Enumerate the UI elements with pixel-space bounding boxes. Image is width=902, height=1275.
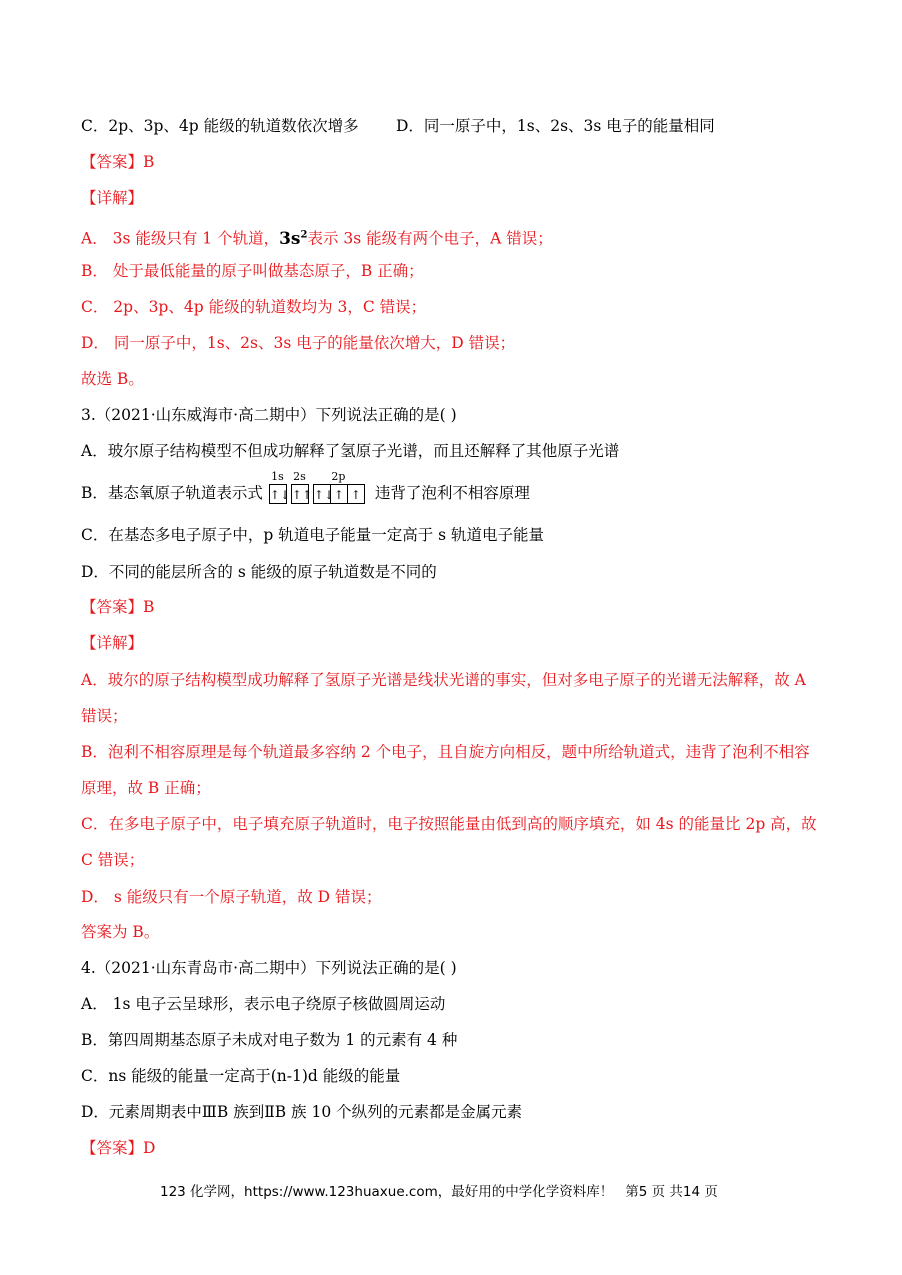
formula-3s2 [279, 229, 307, 249]
orbital-1s [269, 470, 291, 504]
answer-label: 【答案】 [81, 153, 144, 171]
q3-explanation-c2: C 错误； [81, 851, 145, 869]
q3-explanation-d: D． s 能级只有一个原子轨道，故 D 错误； [81, 888, 382, 906]
orbital-box: ↑↓ [313, 484, 331, 504]
orbital-diagram [269, 470, 369, 504]
answer-label: 【答案】 [81, 598, 144, 616]
q3-explanation-b1: B．泡利不相容原理是每个轨道最多容纳 2 个电子，且自旋方向相反，题中所给轨道式，违背了泡利不相容 [81, 743, 810, 761]
orbital-label-2s: 2s [293, 470, 306, 483]
q3-option-c: C．在基态多电子原子中，p 轨道电子能量一定高于 s 轨道电子能量 [81, 526, 545, 544]
q2-explanation-c: C． 2p、3p、4p 能级的轨道数均为 3，C 错误； [81, 298, 427, 316]
q2-answer [81, 152, 154, 172]
orbital-label-1s: 1s [271, 470, 284, 483]
q3-answer [81, 597, 154, 617]
exp-a-text1: A． 3s 能级只有 1 个轨道， [81, 229, 280, 248]
q2-conclusion: 故选 B。 [81, 370, 144, 388]
q3-option-a: A．玻尔原子结构模型不但成功解释了氢原子光谱，而且还解释了其他原子光谱 [81, 442, 620, 460]
q2-explanation-a [81, 225, 553, 249]
q2-explanation-d: D． 同一原子中，1s、2s、3s 电子的能量依次增大，D 错误； [81, 334, 516, 352]
answer-value: B [143, 153, 155, 171]
q2-option-d: D．同一原子中，1s、2s、3s 电子的能量相同 [396, 117, 715, 135]
footer-link-text[interactable]: 123 化学网，https://www.123huaxue.com，最好用的中学化学资料库！ [160, 1184, 614, 1200]
orbital-box: ↑ [330, 484, 348, 504]
orbital-box: ↑↓ [269, 484, 287, 504]
q3-b-text1: B．基态氧原子轨道表示式 [81, 484, 263, 502]
q4-stem: 4.（2021·山东青岛市·高二期中）下列说法正确的是( ) [81, 959, 457, 977]
q4-option-b: B．第四周期基态原子未成对电子数为 1 的元素有 4 种 [81, 1031, 458, 1049]
q3-explanation-a1: A．玻尔的原子结构模型成功解释了氢原子光谱是线状光谱的事实，但对多电子原子的光谱无法解释，故 A [81, 671, 806, 689]
q3-option-d: D．不同的能层所含的 s 能级的原子轨道数是不同的 [81, 563, 437, 581]
q3-detail-label: 【详解】 [81, 634, 144, 652]
orbital-2s [291, 470, 313, 504]
q4-answer [81, 1138, 155, 1158]
orbital-2p [313, 470, 364, 504]
q3-explanation-b2: 原理，故 B 正确； [81, 779, 211, 797]
q3-option-b [81, 470, 530, 504]
q4-option-d: D．元素周期表中ⅢB 族到ⅡB 族 10 个纵列的元素都是金属元素 [81, 1103, 523, 1121]
answer-label: 【答案】 [81, 1139, 144, 1157]
answer-value: B [143, 598, 155, 616]
page-footer [160, 1180, 718, 1200]
q3-stem: 3.（2021·山东威海市·高二期中）下列说法正确的是( ) [81, 406, 457, 424]
answer-value: D [143, 1139, 156, 1157]
orbital-box: ↑ [347, 484, 365, 504]
q3-b-text2: 违背了泡利不相容原理 [374, 484, 530, 502]
formula-sup: 2 [300, 229, 308, 240]
q2-option-c: C．2p、3p、4p 能级的轨道数依次增多 [81, 117, 359, 135]
formula-base: 3s [279, 228, 301, 249]
q3-explanation-a2: 错误； [81, 707, 128, 725]
q3-explanation-c1: C．在多电子原子中，电子填充原子轨道时，电子按照能量由低到高的顺序填充，如 4s 的能量比 2p 高，故 [81, 815, 817, 833]
orbital-box: ↑↑ [291, 484, 309, 504]
q4-option-c: C．ns 能级的能量一定高于(n-1)d 能级的能量 [81, 1067, 401, 1085]
orbital-label-2p: 2p [331, 470, 346, 483]
q2-detail-label: 【详解】 [81, 189, 144, 207]
q4-option-a: A． 1s 电子云呈球形，表示电子绕原子核做圆周运动 [81, 995, 446, 1013]
q3-conclusion: 答案为 B。 [81, 923, 160, 941]
page-number: 第5 页 共14 页 [625, 1184, 718, 1200]
exp-a-text2: 表示 3s 能级有两个电子，A 错误； [307, 229, 553, 248]
q2-explanation-b: B． 处于最低能量的原子叫做基态原子，B 正确； [81, 262, 424, 280]
